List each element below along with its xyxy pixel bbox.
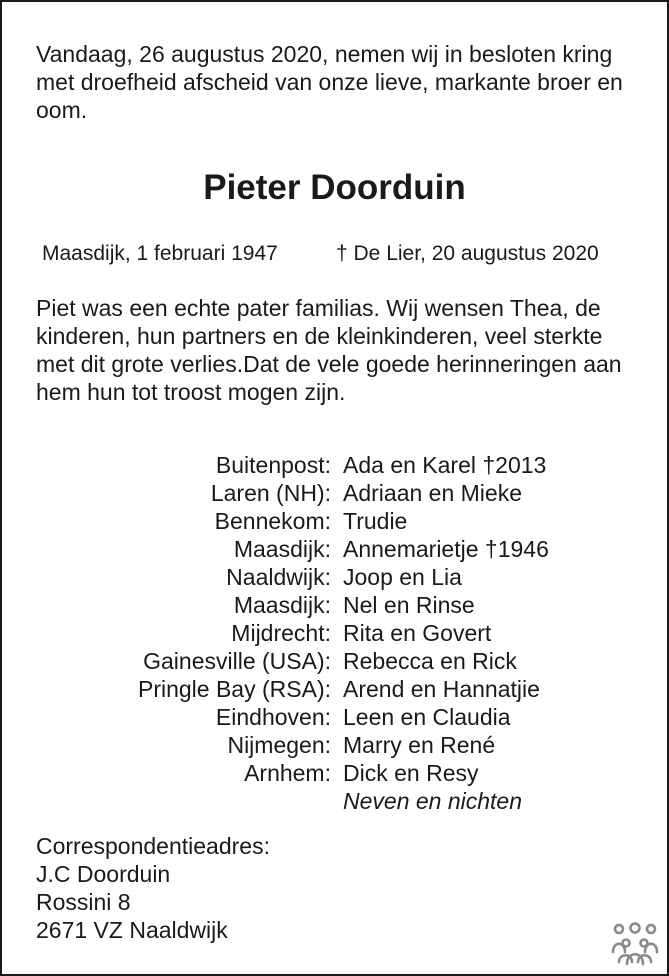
- address-label: Correspondentieadres:: [36, 833, 270, 859]
- family-final-line: Neven en nichten: [343, 788, 523, 814]
- deceased-name: Pieter Doorduin: [203, 168, 466, 207]
- family-row: [2, 563, 667, 591]
- family-place: Nijmegen:: [227, 732, 331, 758]
- family-names: Ada en Karel †2013: [343, 452, 547, 478]
- family-row: [2, 507, 667, 535]
- family-names: Annemarietje †1946: [343, 536, 549, 562]
- family-place: Buitenpost:: [215, 452, 331, 478]
- family-row: [2, 535, 667, 563]
- family-row: [2, 619, 667, 647]
- condolence-message: Piet was een echte pater familias. Wij wensen Thea, de kinderen, hun partners en de kleinkinderen, veel sterkte met dit grote verlies.Dat de vele goede herinneringen aan hem hun tot troost mogen zijn.: [36, 295, 622, 405]
- family-place: Arnhem:: [244, 760, 331, 786]
- family-row: [2, 731, 667, 759]
- family-place: Pringle Bay (RSA):: [137, 676, 331, 702]
- family-place: Gainesville (USA):: [143, 648, 331, 674]
- family-names: Adriaan en Mieke: [343, 480, 522, 506]
- family-place: Maasdijk:: [233, 536, 331, 562]
- family-names: Arend en Hannatjie: [343, 676, 540, 702]
- family-place: Naaldwijk:: [226, 564, 331, 590]
- address-name: J.C Doorduin: [36, 861, 171, 887]
- family-row: [2, 591, 667, 619]
- birth-info: Maasdijk, 1 februari 1947: [42, 242, 278, 265]
- correspondence-address: [36, 832, 436, 944]
- family-names: Trudie: [343, 508, 408, 534]
- intro-text: Vandaag, 26 augustus 2020, nemen wij in besloten kring met droefheid afscheid van onze lieve, markante broer en oom.: [36, 41, 623, 123]
- family-names: Joop en Lia: [343, 564, 462, 590]
- family-names: Rebecca en Rick: [343, 648, 517, 674]
- family-list: [2, 451, 667, 814]
- family-row: [2, 451, 667, 479]
- death-info: † De Lier, 20 augustus 2020: [336, 242, 599, 265]
- family-names: Rita en Govert: [343, 620, 492, 646]
- family-names: Marry en René: [343, 732, 496, 758]
- family-row: [2, 703, 667, 731]
- family-place: Mijdrecht:: [231, 620, 331, 646]
- address-street: Rossini 8: [36, 889, 131, 915]
- family-names: Nel en Rinse: [343, 592, 475, 618]
- family-row: [2, 759, 667, 787]
- people-group-icon: [610, 922, 660, 966]
- family-place: Laren (NH):: [210, 480, 331, 506]
- family-row: [2, 647, 667, 675]
- life-dates: [42, 240, 642, 268]
- address-city: 2671 VZ Naaldwijk: [36, 917, 228, 943]
- family-place: Eindhoven:: [215, 704, 331, 730]
- family-place: Bennekom:: [214, 508, 331, 534]
- family-names: Leen en Claudia: [343, 704, 511, 730]
- family-row: [2, 675, 667, 703]
- family-place: Maasdijk:: [233, 592, 331, 618]
- family-row: [2, 479, 667, 507]
- family-names: Dick en Resy: [343, 760, 479, 786]
